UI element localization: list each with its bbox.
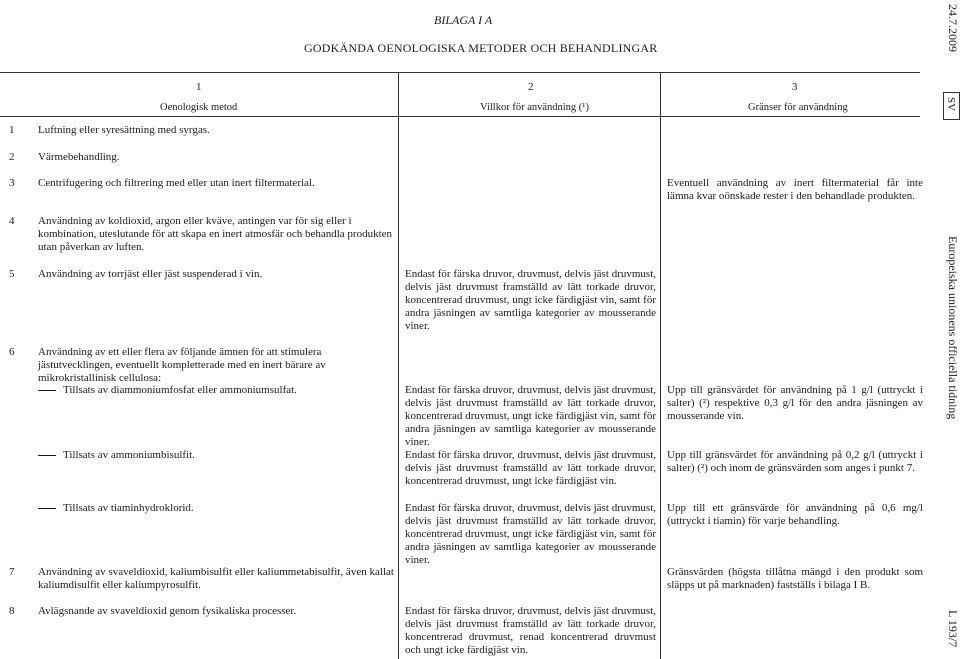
row-conditions: Endast för färska druvor, druvmust, delvis jäst druvmust, delvis jäst druvmust framställd av lätt torkade druvor, koncentrerad druvmust, ungt icke färdigjäst vin, samt för andra jäsningen av samtliga kategorier av mousserande viner.: [405, 268, 656, 332]
row-method: Tillsats av ammoniumbisulfit.: [63, 449, 195, 461]
column-number-2: 2: [528, 81, 534, 93]
row-limits: Eventuell användning av inert filtermaterial får inte lämna kvar oönskade rester i den behandlade produkten.: [667, 177, 923, 202]
column-divider-1: [398, 72, 399, 659]
row-number: 1: [9, 124, 15, 136]
row-method: Tillsats av tiaminhydroklorid.: [63, 502, 194, 514]
row-number: 6: [9, 346, 15, 358]
publication-date: 24.7.2009: [946, 4, 960, 52]
row-conditions: Endast för färska druvor, druvmust, delvis jäst druvmust, delvis jäst druvmust framställd av lätt torkade druvor, koncentrerad druvmust, ungt icke färdigjäst vin, samt för andra jäsningen av samtliga kategorier av mousserande viner.: [405, 384, 656, 448]
row-number: 4: [9, 215, 15, 227]
annex-label: BILAGA I A: [434, 13, 493, 27]
row-number: 5: [9, 268, 15, 280]
row-method: Användning av ett eller flera av följande ämnen för att stimulera jästutvecklingen, eventuellt kompletterade med en inert bärare av mikrokristallinisk cellulosa:: [38, 346, 326, 384]
row-number: 8: [9, 605, 15, 617]
row-method: Centrifugering och filtrering med eller utan inert filtermaterial.: [38, 177, 315, 189]
column-divider-2: [660, 72, 661, 659]
list-dash: [38, 390, 56, 391]
column-header-conditions: Villkor för användning (¹): [480, 102, 589, 113]
table-header-rule: [0, 116, 920, 117]
row-limits: Upp till gränsvärdet för användning på 0,2 g/l (uttryckt i salter) (²) och inom de gränsvärden som anges i punkt 7.: [667, 449, 923, 474]
row-method: Användning av torrjäst eller jäst suspenderad i vin.: [38, 268, 263, 280]
column-number-1: 1: [196, 81, 202, 93]
row-number: 2: [9, 151, 15, 163]
row-number: 7: [9, 566, 15, 578]
row-method: Värmebehandling.: [38, 151, 120, 163]
row-method: Luftning eller syresättning med syrgas.: [38, 124, 210, 136]
row-number: 3: [9, 177, 15, 189]
row-method: Avlägsnande av svaveldioxid genom fysikaliska processer.: [38, 605, 297, 617]
row-method: Användning av svaveldioxid, kaliumbisulfit eller kaliummetabisulfit, även kallat kaliumdisulfit eller kaliumpyrosulfit.: [38, 566, 394, 591]
list-dash: [38, 508, 56, 509]
row-method: Användning av koldioxid, argon eller kväve, antingen var för sig eller i kombination, uteslutande för att skapa en inert atmosfär och behandla produkten utan påverkan av luften.: [38, 215, 393, 253]
list-dash: [38, 455, 56, 456]
column-number-3: 3: [792, 81, 798, 93]
row-limits: Upp till gränsvärdet för användning på 1 g/l (uttryckt i salter) (²) respektive 0,3 g/l för den andra jäsningen av mousserande vin.: [667, 384, 923, 422]
row-conditions: Endast för färska druvor, druvmust, delvis jäst druvmust, delvis jäst druvmust framställd av lätt torkade druvor, koncentrerad druvmust, ungt icke färdigjäst vin, samt för andra jäsningen av samtliga kategorier av mousserande viner.: [405, 502, 656, 566]
page-title: GODKÄNDA OENOLOGISKA METODER OCH BEHANDLINGAR: [304, 41, 658, 55]
column-header-method: Oenologisk metod: [160, 102, 238, 113]
row-method: Tillsats av diammoniumfosfat eller ammoniumsulfat.: [63, 384, 297, 396]
row-limits: Gränsvärden (högsta tillåtna mängd i den produkt som släpps ut på marknaden) fastställs i bilaga I B.: [667, 566, 923, 591]
page-reference: L 193/7: [946, 610, 960, 648]
journal-name: Europeiska unionens officiella tidning: [946, 236, 960, 420]
row-conditions: Endast för färska druvor, druvmust, delvis jäst druvmust, delvis jäst druvmust framställd av lätt torkade druvor, koncentrerad druvmust, renad koncentrerad druvmust och ungt icke färdigjäst vin.: [405, 605, 656, 656]
column-header-limits: Gränser för användning: [748, 102, 848, 113]
row-conditions: Endast för färska druvor, druvmust, delvis jäst druvmust, delvis jäst druvmust framställd av lätt torkade druvor, koncentrerad druvmust, ungt icke färdigjäst vin.: [405, 449, 656, 487]
language-code: SV: [945, 97, 957, 112]
table-top-rule: [0, 72, 920, 73]
row-limits: Upp till ett gränsvärde för användning på 0,6 mg/l (uttryckt i tiamin) för varje behandling.: [667, 502, 923, 527]
